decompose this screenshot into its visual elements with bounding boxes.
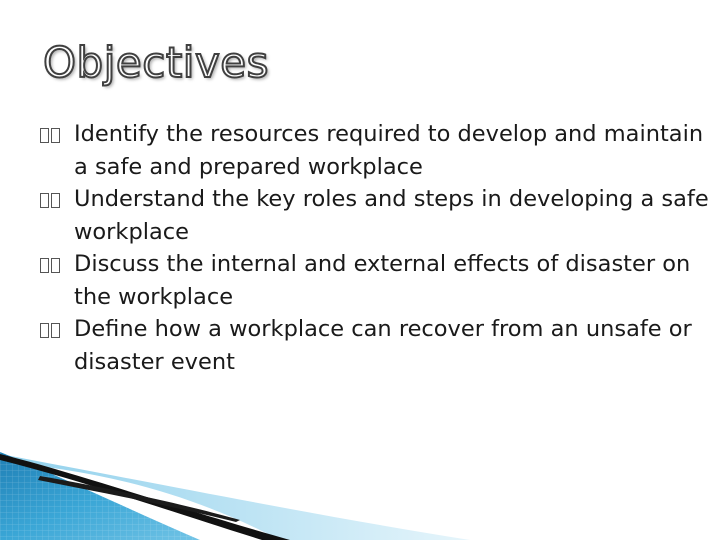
bullet-text: Understand the key roles and steps in developing a safe workplace (74, 186, 709, 245)
missing-glyph-box-icon (40, 192, 64, 208)
slide-title: Objectives (43, 38, 270, 87)
bullet-list (40, 118, 710, 378)
missing-glyph-box-icon (40, 257, 64, 273)
bullet-item (40, 248, 710, 313)
bullet-item (40, 118, 710, 183)
missing-glyph-box-icon (40, 322, 64, 338)
bullet-text: Define how a workplace can recover from an unsafe or disaster event (74, 316, 692, 375)
missing-glyph-box-icon (40, 127, 64, 143)
bullet-item (40, 183, 710, 248)
bullet-item (40, 313, 710, 378)
decorative-wave (0, 440, 720, 540)
bullet-text: Identify the resources required to develop and maintain a safe and prepared workplace (74, 121, 704, 180)
bullet-text: Discuss the internal and external effects of disaster on the workplace (74, 251, 691, 310)
